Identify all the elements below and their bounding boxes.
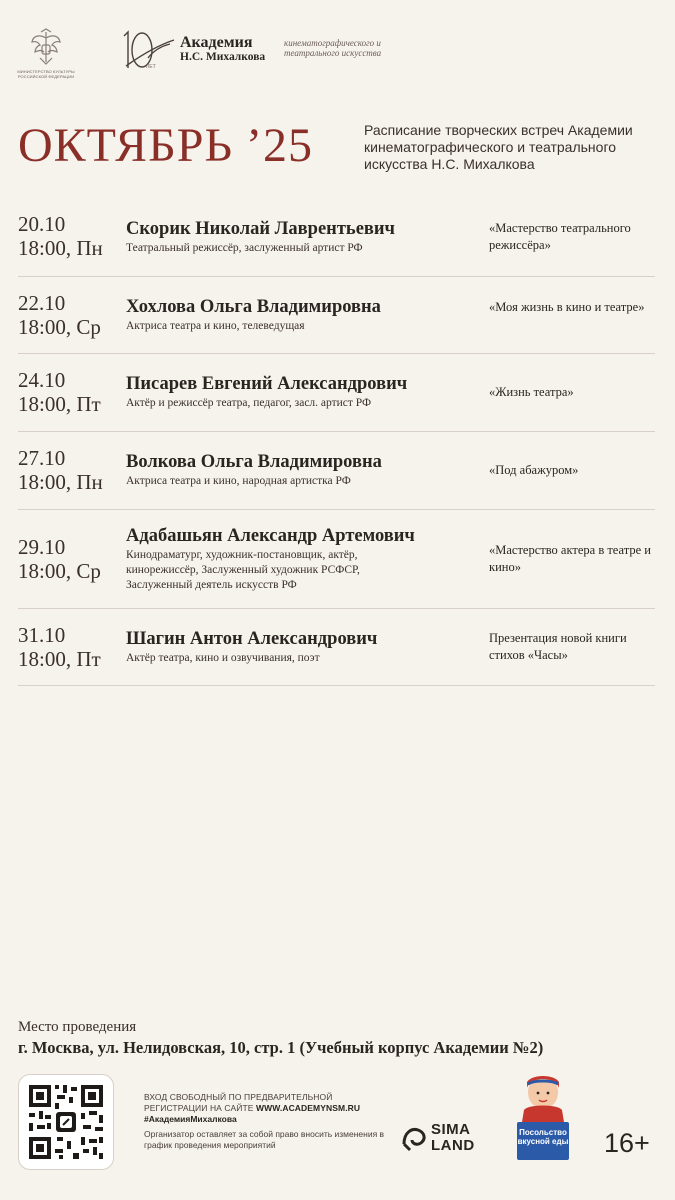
page-title: ОКТЯБРЬ ’25 [18,119,313,172]
sima-land-text: SIMA LAND [431,1121,475,1154]
event-date: 31.10 [18,623,66,647]
event-row [18,510,655,609]
event-topic: «Под абажуром» [489,463,579,477]
sponsor-sima-land [400,1122,490,1158]
event-row [18,354,655,432]
website-link[interactable]: WWW.ACADEMYNSM.RU [255,1103,361,1113]
disclaimer: Организатор оставляет за собой право вносить изменения в график проведения мероприятий [144,1129,385,1150]
event-datetime [18,212,103,260]
coat-of-arms-icon [29,28,63,66]
event-role: Театральный режиссёр, заслуженный артист РФ [126,242,363,254]
years-label: ЛЕТ [146,64,156,70]
event-datetime [18,446,103,494]
academy-name [180,34,265,64]
sponsor-posolstvo [514,1076,572,1162]
event-topic: «Мастерство театрального режиссёра» [489,221,631,252]
event-role: Кинодраматург, художник-постановщик, актёр, кинорежиссёр, Заслуженный художник РСФСР, Заслуженный деятель искусств РФ [126,549,360,591]
academy-subtitle: кинематографического и театрального искусства [284,38,382,58]
event-name: Скорик Николай Лаврентьевич [126,219,395,239]
hashtag: #АкадемияМихалкова [144,1114,237,1124]
event-time: 18:00, Пт [18,392,101,416]
event-person [126,373,476,411]
registration-note [144,1092,394,1114]
event-name: Шагин Антон Александрович [126,629,378,649]
event-topic: «Мастерство актера в театре и кино» [489,543,651,574]
event-row [18,200,655,277]
header [0,0,675,90]
event-topic: «Моя жизнь в кино и театре» [489,300,645,314]
event-time: 18:00, Ср [18,559,101,583]
registration-text: ВХОД СВОБОДНЫЙ ПО ПРЕДВАРИТЕЛЬНОЙ РЕГИСТРАЦИИ НА САЙТЕ [144,1092,333,1113]
event-time: 18:00, Пт [18,647,101,671]
event-datetime [18,535,101,583]
event-role: Актриса театра и кино, народная артистка РФ [126,475,351,487]
posolstvo-logo-icon [514,1076,572,1162]
event-role: Актриса театра и кино, телеведущая [126,320,305,332]
event-name: Писарев Евгений Александрович [126,374,408,394]
schedule-list [18,200,655,686]
event-topic: Презентация новой книги стихов «Часы» [489,631,627,662]
venue-block [18,1018,658,1058]
event-date: 24.10 [18,368,66,392]
event-datetime [18,291,101,339]
event-name: Хохлова Ольга Владимировна [126,297,381,317]
event-name: Волкова Ольга Владимировна [126,452,382,472]
event-date: 29.10 [18,535,66,559]
event-date: 20.10 [18,212,66,236]
event-person [126,451,476,489]
event-name: Адабашьян Александр Артемович [126,526,415,546]
event-person [126,296,476,334]
registration-qr-code[interactable] [18,1074,114,1170]
event-row [18,277,655,354]
venue-label: Место проведения [18,1019,137,1035]
registration-info [144,1092,394,1151]
event-person [126,628,476,666]
event-time: 18:00, Пн [18,236,103,260]
event-row [18,432,655,510]
event-role: Актёр и режиссёр театра, педагог, засл. артист РФ [126,397,372,409]
sima-land-logo-icon [400,1122,430,1154]
qr-code-icon [19,1075,113,1169]
event-role: Актёр театра, кино и озвучивания, поэт [126,652,320,664]
academy-logo [118,28,382,78]
event-topic: «Жизнь театра» [489,385,574,399]
event-person [126,525,476,593]
page-subtitle: Расписание творческих встреч Академии кинематографического и театрального искусства Н.С. Михалкова [364,122,633,172]
event-date: 22.10 [18,291,66,315]
venue-address: г. Москва, ул. Нелидовская, 10, стр. 1 (Учебный корпус Академии №2) [18,1038,544,1057]
event-row [18,609,655,686]
event-date: 27.10 [18,446,66,470]
ministry-logo [16,28,76,79]
event-time: 18:00, Ср [18,315,101,339]
event-person [126,218,476,256]
event-datetime [18,623,101,671]
academy-name-line1: Академия [180,34,253,51]
posolstvo-text: Посольство вкусной еды [517,1128,569,1146]
academy-name-line2: Н.С. Михалкова [180,51,266,63]
ministry-text: МИНИСТЕРСТВО КУЛЬТУРЫ РОССИЙСКОЙ ФЕДЕРАЦИИ [17,69,75,79]
event-time: 18:00, Пн [18,470,103,494]
event-datetime [18,368,101,416]
age-rating-badge: 16+ [604,1128,650,1158]
